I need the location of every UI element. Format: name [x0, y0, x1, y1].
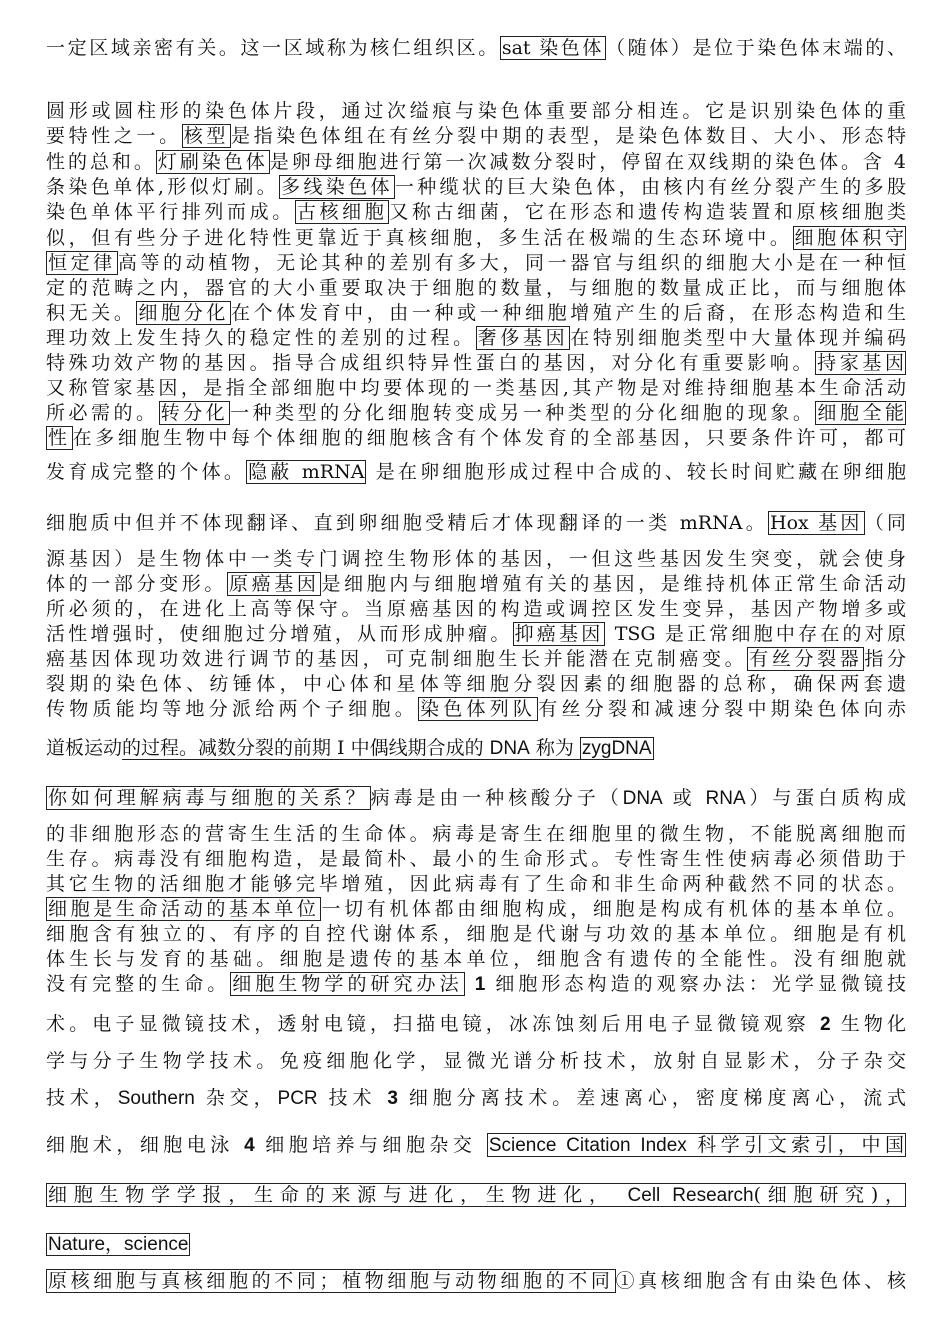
boxed-term: 细胞分化	[138, 302, 229, 324]
text-segment: 在多细胞生物中每个体细胞的细胞核含有个体发育的全部基因，只要条件许可，都可	[72, 427, 906, 449]
text-segment: 在个体发育中，由一种或一种细胞增殖产生的后裔，在形态构造和生	[230, 302, 906, 324]
text-segment: 要特性之一。	[46, 125, 182, 147]
text-line: 体生长与发育的基础。细胞是遗传的基本单位，细胞含有遗传的全能性。没有细胞就	[46, 948, 906, 970]
text-segment: 高等的动植物，无论其种的差别有多大，同一器官与组织的细胞大小是在一种恒	[117, 252, 906, 274]
text-segment: 特殊功效产物的基因。指导合成组织特异性蛋白的基因，对分化有重要影响。	[46, 352, 816, 374]
boxed-term: 隐蔽 mRNA	[248, 461, 365, 483]
text-line	[46, 1183, 906, 1208]
boxed-term: 染色体列队	[419, 698, 537, 720]
text-line: 细胞含有独立的、有序的自控代谢体系，细胞是代谢与功效的基本单位。细胞是有机	[46, 923, 906, 945]
text-line	[46, 460, 906, 484]
text-segment: 似，但有些分子进化特性更靠近于真核细胞，多生活在极端的生态环境中。	[46, 227, 793, 249]
text-line	[46, 511, 906, 535]
boxed-term: sat 染色体	[501, 37, 605, 59]
boxed-term: zygDNA	[581, 738, 652, 759]
text-line: 又称管家基因，是指全部细胞中均要体现的一类基因,其产物是对维持细胞基本生命活动	[46, 377, 906, 399]
text-line	[46, 622, 906, 646]
text-line: 所必须的，在进化上高等保守。当原癌基因的构造或调控区发生变异，基因产物增多或	[46, 598, 906, 620]
text-line	[46, 251, 906, 275]
boxed-term: 细胞体积守	[794, 227, 904, 249]
text-segment: 又称古细菌，它在形态和遗传构造装置和原核细胞类	[389, 201, 906, 223]
text-segment: 染色单体平行排列而成。	[46, 201, 295, 223]
text-line	[46, 736, 906, 761]
text-segment: 在特别细胞类型中大量体现并编码	[570, 327, 906, 349]
text-line	[46, 786, 906, 811]
text-line	[46, 124, 906, 148]
text-segment: 活性增强时，使细胞过分增殖，从而形成肿瘤。	[46, 623, 513, 645]
text-line: 的非细胞形态的营寄生生活的生命体。病毒是寄生在细胞里的微生物，不能脱离细胞而	[46, 823, 906, 845]
text-segment: 是指染色体组在有丝分裂中期的表型，是染色体数目、大小、形态特	[230, 125, 906, 147]
text-line: 定的范畴之内，器官的大小重要取决于细胞的数量，与细胞的数量成正比，而与细胞体	[46, 277, 906, 299]
text-line	[46, 1012, 906, 1037]
text-line	[46, 226, 906, 250]
text-line	[46, 697, 906, 721]
text-segment: 道板运动	[46, 737, 123, 759]
boxed-term: 古核细胞	[296, 201, 388, 223]
text-line	[46, 1269, 906, 1293]
text-line	[46, 150, 906, 174]
text-segment: ①真核细胞含有由染色体、核	[615, 1270, 906, 1292]
text-segment: 是在卵细胞形成过程中合成的、较长时间贮藏在卵细胞	[366, 461, 906, 483]
text-segment: （同	[864, 512, 906, 534]
text-line	[46, 647, 906, 671]
underlined-text: 的过程。减数分裂的前期 I 中偶线期合成的 DNA 称为	[122, 737, 580, 759]
boxed-term: 灯刷染色体	[157, 151, 268, 173]
text-line	[46, 572, 906, 596]
text-line	[46, 175, 906, 199]
text-line	[46, 897, 906, 921]
text-segment: 指分	[864, 648, 906, 670]
text-segment: 理功效上发生持久的稳定性的差别的过程。	[46, 327, 476, 349]
text-segment: 是细胞内与细胞增殖有关的基因，是维持机体正常生命活动	[321, 573, 906, 595]
boxed-term: 细胞全能	[817, 402, 904, 424]
boxed-term: 核型	[183, 125, 229, 147]
text-segment: 积无关。	[46, 302, 137, 324]
boxed-term: 持家基因	[817, 352, 904, 374]
boxed-term: 细胞是生命活动的基本单位	[48, 898, 320, 920]
boxed-term: 转分化	[160, 402, 229, 424]
text-line: 裂期的染色体、纺锤体，中心体和星体等细胞分裂因素的细胞器的总称，确保两套遗	[46, 673, 906, 695]
text-line	[46, 301, 906, 325]
text-segment: 细胞术，细胞电泳 4 细胞培养与细胞杂交	[46, 1134, 487, 1156]
text-line: 生存。病毒没有细胞构造，是最简朴、最小的生命形式。专性寄生性使病毒必须借助于	[46, 848, 906, 870]
text-line	[46, 426, 906, 450]
text-segment: 细胞质中但并不体现翻译、直到卵细胞受精后才体现翻译的一类 mRNA。	[46, 512, 769, 534]
text-segment: 1 细胞形态构造的观察办法：光学显微镜技	[474, 973, 906, 995]
text-line: 源基因）是生物体中一类专门调控生物形体的基因，一但这些基因发生突变，就会使身	[46, 548, 906, 570]
boxed-term: 你如何理解病毒与细胞的关系？	[48, 787, 369, 809]
text-segment: 一定区域亲密有关。这一区域称为核仁组织区。	[46, 37, 500, 59]
text-line	[46, 36, 906, 60]
boxed-term: 多线染色体	[281, 176, 393, 198]
boxed-term: 奢侈基因	[477, 327, 569, 349]
text-segment: 一种缆状的巨大染色体，由核内有丝分裂产生的多股	[394, 176, 906, 198]
text-segment: 技术，Southern 杂交，PCR 技术 3 细胞分离技术。差速离心，密度梯度离心，流式	[46, 1087, 906, 1109]
text-segment: 所必需的。	[46, 402, 159, 424]
text-line: 圆形或圆柱形的染色体片段，通过次缢痕与染色体重要部分相连。它是识别染色体的重	[46, 100, 906, 122]
text-line	[46, 1133, 906, 1158]
text-segment: 有丝分裂和减速分裂中期染色体向赤	[538, 698, 906, 720]
text-segment: 没有完整的生命。	[46, 973, 231, 995]
text-line	[46, 401, 906, 425]
text-segment: 一切有机体都由细胞构成，细胞是构成有机体的基本单位。	[321, 898, 906, 920]
text-segment: 病毒是由一种核酸分子（DNA 或 RNA）与蛋白质构成	[370, 787, 906, 809]
text-line	[46, 972, 906, 997]
text-segment: 是卵母细胞进行第一次减数分裂时，停留在双线期的染色体。含 4	[269, 151, 906, 173]
text-line	[46, 326, 906, 350]
text-line: 其它生物的活细胞才能够完毕增殖，因此病毒有了生命和非生命两种截然不同的状态。	[46, 873, 906, 895]
boxed-term: 原核细胞与真核细胞的不同；植物细胞与动物细胞的不同	[48, 1270, 614, 1292]
text-segment: TSG 是正常细胞中存在的对原	[605, 623, 906, 645]
text-segment: 体的一部分变形。	[46, 573, 227, 595]
text-segment: 传物质能均等地分派给两个子细胞。	[46, 698, 418, 720]
text-segment: 癌基因体现功效进行调节的基因，可克制细胞生长并能潜在克制癌变。	[46, 648, 748, 670]
text-segment: 一种类型的分化细胞转变成另一种类型的分化细胞的现象。	[230, 402, 816, 424]
text-segment: 条染色单体,形似灯刷。	[46, 176, 280, 198]
boxed-term: 抑癌基因	[514, 623, 604, 645]
text-line	[46, 200, 906, 224]
boxed-term: Science Citation Index 科学引文索引，中国	[488, 1134, 904, 1156]
text-segment: 发育成完整的个体。	[46, 461, 247, 483]
text-line	[46, 351, 906, 375]
boxed-term: 细胞生物学学报，生命的来源与进化，生物进化， Cell Research(细胞研究)，	[48, 1184, 905, 1206]
boxed-term: 性	[48, 427, 71, 449]
text-line	[46, 1086, 906, 1111]
boxed-term: 恒定律	[48, 252, 116, 274]
boxed-term: 原癌基因	[228, 573, 320, 595]
text-segment: 术。电子显微镜技术，透射电镜，扫描电镜，冰冻蚀刻后用电子显微镜观察 2 生物化	[46, 1013, 906, 1035]
boxed-term: Hox 基因	[770, 512, 863, 534]
boxed-term: 有丝分裂器	[749, 648, 863, 670]
boxed-term: 细胞生物学的研究办法	[232, 973, 463, 995]
text-segment: 性的总和。	[46, 151, 156, 173]
text-line	[46, 1232, 906, 1257]
text-segment: （随体）是位于染色体末端的、	[606, 37, 906, 59]
boxed-term: Nature，science	[48, 1234, 189, 1255]
text-line: 学与分子生物学技术。免疫细胞化学，显微光谱分析技术，放射自显影术，分子杂交	[46, 1050, 906, 1072]
